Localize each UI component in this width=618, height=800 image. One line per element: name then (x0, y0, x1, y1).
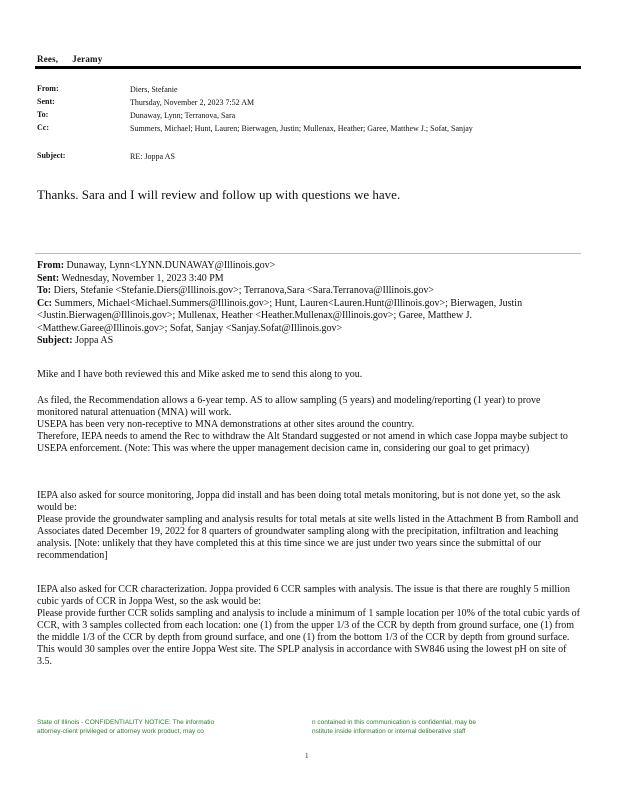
fwd-sent-label: Sent: (37, 272, 60, 284)
fwd-subject-value: Joppa AS (72, 335, 114, 346)
subject-label: Subject: (37, 151, 66, 160)
fwd-from-label: From: (37, 260, 65, 271)
paragraph-text: IEPA also asked for CCR characterization. Joppa provided 6 CCR samples with analysis. The issue is that there are roughly 5 million cubic yards of CCR in Joppa West, so the ask would be: (37, 584, 570, 607)
paragraph-text: Please provide the groundwater sampling and analysis results for total metals at site wells listed in the Attachment B from Ramboll and Associates dated December 19, 2022 for 8 quarters of groundwater sampling along with the precipitation, infiltration and leaching analysis. [Note: unlikely that they have completed this at this time since we are just under two years since the submittal of our recommendation] (37, 514, 579, 561)
reply-message: Thanks. Sara and I will review and follow up with questions we have. (37, 187, 401, 202)
page-number: 1 (305, 752, 309, 760)
footer-line: State of Illinois - CONFIDENTIALITY NOTICE: The informatio (37, 719, 215, 726)
paragraph-text: Mike and I have both reviewed this and Mike asked me to send this along to you. (37, 369, 363, 380)
from-label: From: (37, 84, 59, 93)
confidentiality-notice-right (312, 718, 582, 736)
sent-label: Sent: (37, 97, 55, 106)
author-last-name: Rees, (37, 54, 59, 64)
to-value: Dunaway, Lynn; Terranova, Sara (130, 111, 236, 120)
cc-value: Summers, Michael; Hunt, Lauren; Bierwagen, Justin; Mullenax, Heather; Garee, Matthew J.; Sofat, Sanjay (130, 124, 473, 133)
forwarded-header (37, 260, 582, 348)
paragraph-text: As filed, the Recommendation allows a 6-year temp. AS to allow sampling (5 years) and modeling/reporting (1 year) to prove monitored natural attenuation (MNA) will work. (37, 395, 541, 418)
footer-line: n contained in this communication is confidential, may be (312, 719, 477, 726)
fwd-cc-value: Summers, Michael<Michael.Summers@Illinois.gov>; Hunt, Lauren<Lauren.Hunt@Illinois.gov>; Bierwagen, Justin <Justin.Bierwagen@Illinois.gov>; Mullenax, Heather <Heather.Mullenax@Illinois.gov>; Garee, Matthew J. <Matthew.Garee@Illinois.gov>; Sofat, Sanjay <Sanjay.Sofat@Illinois.gov> (37, 297, 523, 334)
fwd-from-value: Dunaway, Lynn<LYNN.DUNAWAY@Illinois.gov> (64, 260, 276, 271)
subject-value: RE: Joppa AS (130, 152, 175, 161)
header-divider (35, 66, 581, 69)
paragraph-2 (37, 395, 582, 455)
author-first-name: Jeramy (72, 54, 103, 64)
paragraph-1 (37, 369, 582, 381)
fwd-to-label: To: (37, 285, 52, 296)
from-value: Diers, Stefanie (130, 85, 178, 94)
footer-line: nstitute inside information or internal deliberative staff (312, 728, 466, 735)
document-author (37, 54, 116, 64)
confidentiality-notice-left (37, 718, 307, 736)
fwd-sent-value: Wednesday, November 1, 2023 3:40 PM (59, 272, 224, 284)
cc-label: Cc: (37, 123, 49, 132)
to-label: To: (37, 110, 49, 119)
footer-line: attorney-client privileged or attorney work product, may co (37, 728, 204, 735)
forward-divider (35, 253, 581, 254)
fwd-cc-label: Cc: (37, 297, 52, 309)
paragraph-3 (37, 490, 582, 562)
fwd-subject-label: Subject: (37, 335, 73, 346)
paragraph-text: Please provide further CCR solids sampling and analysis to include a minimum of 1 sample location per 10% of the total cubic yards of CCR, with 3 samples collected from each location: one (1) from the upper 1/3 of the CCR by depth from ground surface, one (1) from the middle 1/3 of the CCR by depth from ground surface, and one (1) from the bottom 1/3 of the CCR by depth from ground surface. This would 30 samples over the entire Joppa West site. The SPLP analysis in accordance with SW846 using the lowest pH on site of 3.5. (37, 608, 580, 667)
paragraph-text: Therefore, IEPA needs to amend the Rec to withdraw the Alt Standard suggested or not amend in which case Joppa maybe subject to USEPA enforcement. (Note: This was where the upper management decision came in, considering our goal to get primacy) (37, 431, 568, 454)
paragraph-text: USEPA has been very non-receptive to MNA demonstrations at other sites around the country. (37, 419, 415, 430)
paragraph-4 (37, 584, 582, 668)
paragraph-text: IEPA also asked for source monitoring, Joppa did install and has been doing total metals monitoring, but is not done yet, so the ask would be: (37, 490, 561, 513)
fwd-to-value: Diers, Stefanie <Stefanie.Diers@Illinois.gov>; Terranova,Sara <Sara.Terranova@Illinois.gov> (51, 285, 434, 296)
sent-value: Thursday, November 2, 2023 7:52 AM (130, 98, 255, 107)
